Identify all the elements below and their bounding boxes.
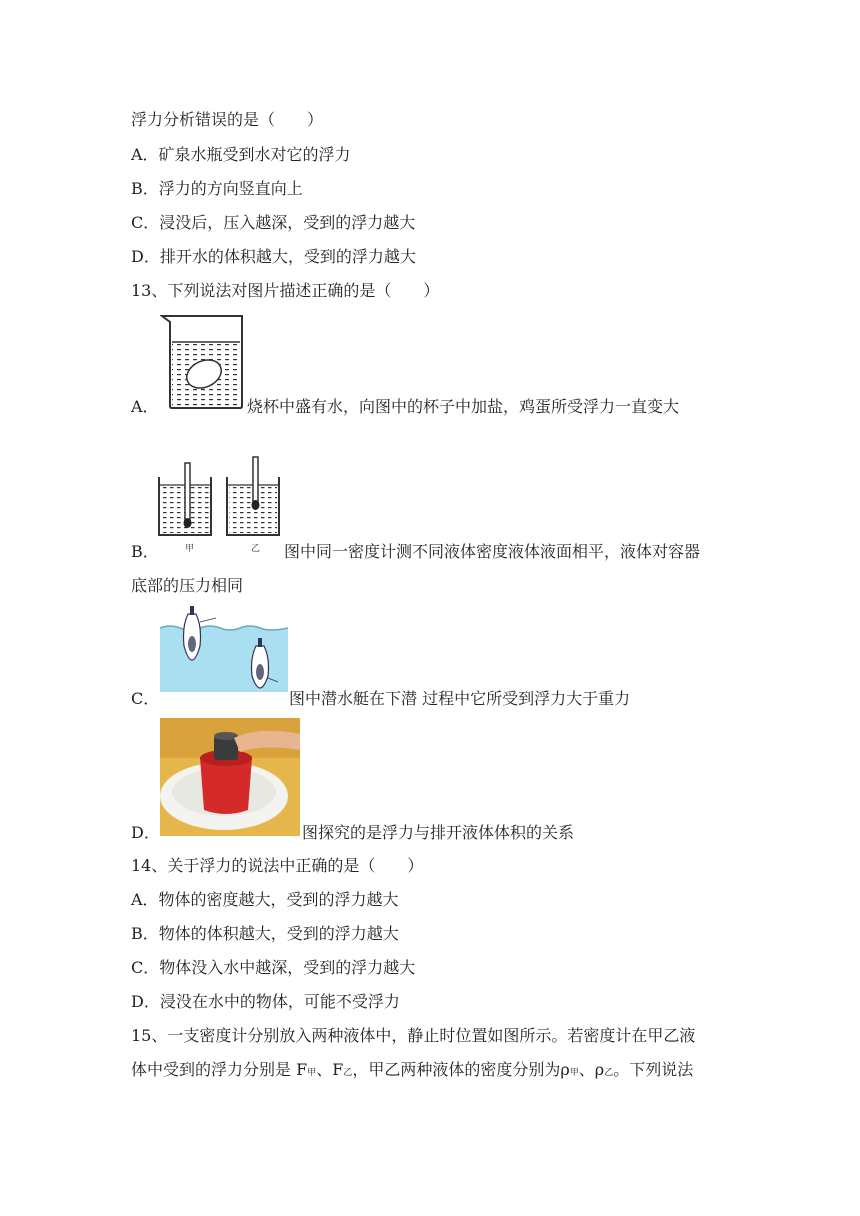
q12-option-b: B．浮力的方向竖直向上 [131,179,303,198]
q13-option-b-label: B． [131,542,159,561]
q13-option-a-label: A． [131,397,159,416]
q13-option-d-text: 图探究的是浮力与排开液体体积的关系 [302,823,575,842]
q13-option-b-text-cont: 底部的压力相同 [131,576,244,595]
q15-text-b: 、F [316,1060,344,1079]
q13-option-c-text: 图中潜水艇在下潜 过程中它所受到浮力大于重力 [289,689,631,708]
q15-stem-line2 [131,1059,693,1084]
q14-option-d: D．浸没在水中的物体，可能不受浮力 [131,992,400,1011]
q14-option-b: B．物体的体积越大，受到的浮力越大 [131,924,399,943]
q14-stem: 14、关于浮力的说法中正确的是（ ） [131,856,424,875]
q12-option-d: D．排开水的体积越大，受到的浮力越大 [131,247,416,266]
beaker-egg-figure [160,312,246,412]
q15-text-d: 、ρ [578,1060,605,1079]
q14-option-a: A．物体的密度越大，受到的浮力越大 [131,890,399,909]
q15-text-e: 。下列说法 [613,1060,694,1079]
hydrometer-label-yi: 乙 [251,544,261,554]
q15-text-c: ，甲乙两种液体的密度分别为ρ [352,1060,570,1079]
buoyancy-experiment-photo [160,718,300,836]
q15-sub-jia: 甲 [307,1068,317,1078]
q12-option-c: C．浸没后，压入越深，受到的浮力越大 [131,213,416,232]
q13-option-d-label: D． [131,823,160,842]
q13-stem: 13、下列说法对图片描述正确的是（ ） [131,281,440,300]
q15-sub-yi: 乙 [343,1068,353,1078]
q12-stem-tail: 浮力分析错误的是（ ） [131,110,324,129]
q13-option-a-text: 烧杯中盛有水，向图中的杯子中加盐，鸡蛋所受浮力一直变大 [247,397,680,416]
q12-option-a: A．矿泉水瓶受到水对它的浮力 [131,145,351,164]
q13-option-b-text: 图中同一密度计测不同液体密度液体液面相平，液体对容器 [284,542,701,561]
q15-rho-sub-yi: 乙 [604,1068,614,1078]
hydrometer-label-jia: 甲 [185,544,195,554]
q15-rho-sub-jia: 甲 [569,1068,579,1078]
q15-stem-line1: 15、一支密度计分别放入两种液体中，静止时位置如图所示。若密度计在甲乙液 [131,1026,696,1045]
submarine-figure [160,606,288,692]
q15-text-a: 体中受到的浮力分别是 F [131,1060,308,1079]
hydrometer-figure [155,455,287,555]
q14-option-c: C．物体没入水中越深，受到的浮力越大 [131,958,416,977]
q13-option-c-label: C． [131,689,160,708]
